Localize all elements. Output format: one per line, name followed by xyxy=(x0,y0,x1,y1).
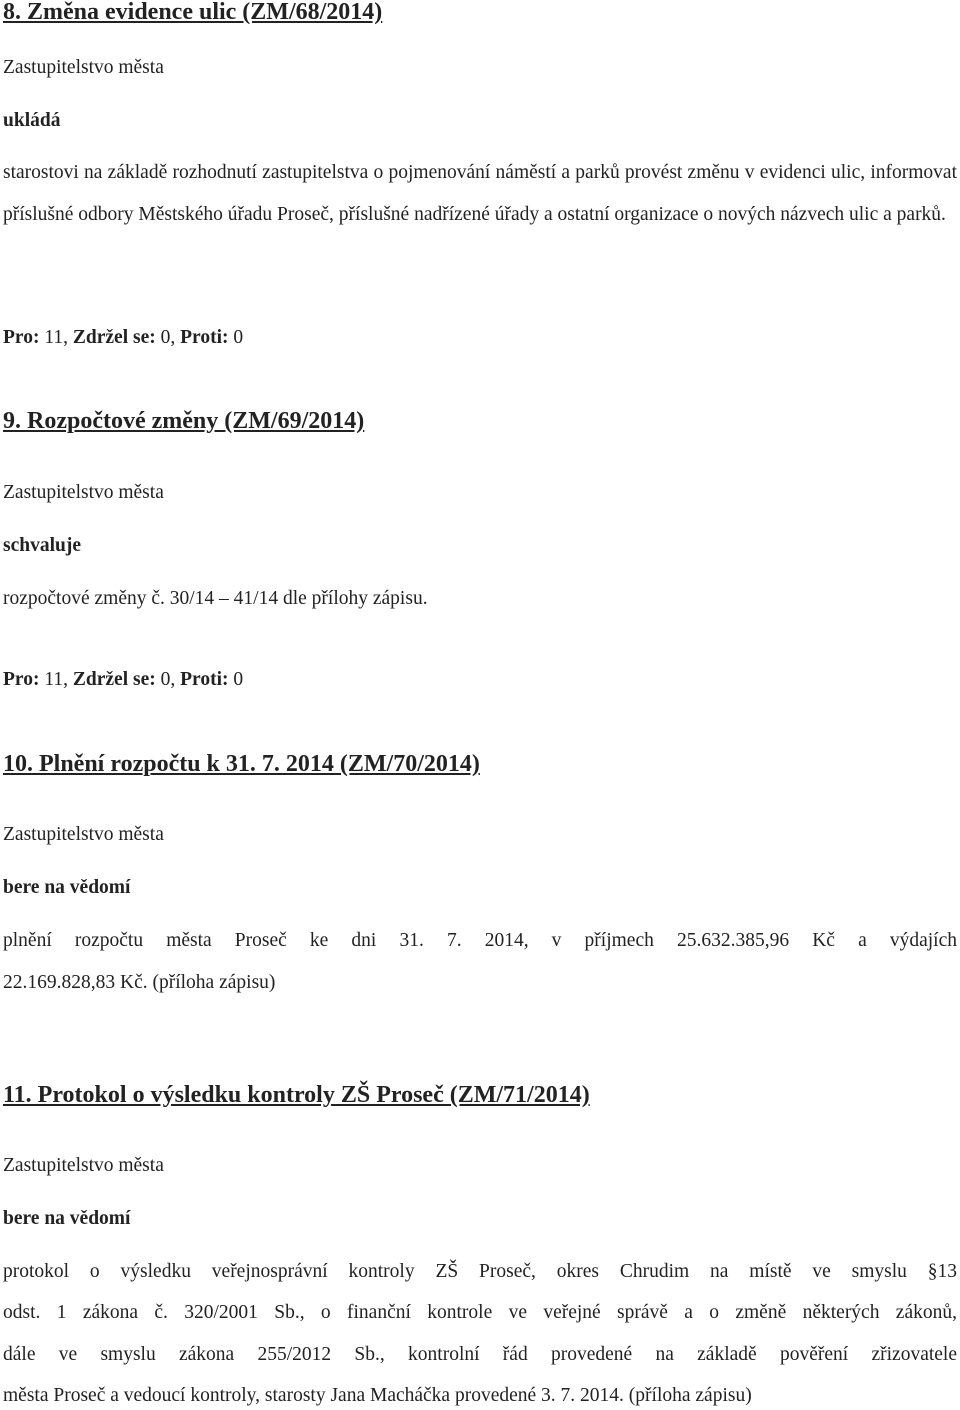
section-heading-11: 11. Protokol o výsledku kontroly ZŠ Proseč (ZM/71/2014) xyxy=(3,1082,590,1108)
resolution-text-line: města Proseč a vedoucí kontroly, starosty Jana Macháčka provedené 3. 7. 2014. (příloha zápisu) xyxy=(3,1385,752,1406)
resolution-verb: ukládá xyxy=(3,110,61,131)
resolution-text-line: plnění rozpočtu města Proseč ke dni 31. 7. 2014, v příjmech 25.632.385,96 Kč a výdajích xyxy=(3,930,957,951)
vote-result xyxy=(3,668,243,692)
vote-abstain-label: Zdržel se: xyxy=(72,327,156,348)
council-label: Zastupitelstvo města xyxy=(3,57,164,78)
vote-result xyxy=(3,326,243,350)
council-label: Zastupitelstvo města xyxy=(3,824,164,845)
vote-against-value: 0 xyxy=(228,327,244,348)
section-heading-10: 10. Plnění rozpočtu k 31. 7. 2014 (ZM/70/2014) xyxy=(3,751,480,777)
section-heading-9: 9. Rozpočtové změny (ZM/69/2014) xyxy=(3,408,365,434)
resolution-text: starostovi na základě rozhodnutí zastupitelstva o pojmenování náměstí a parků provést změnu v evidenci ulic, informovat příslušné odbory Městského úřadu Proseč, příslušné nadřízené úřady a ostatní organizace o nových názvech ulic a parků. xyxy=(3,162,957,225)
resolution-text-line: dále ve smyslu zákona 255/2012 Sb., kontrolní řád provedené na základě pověření zřizovatele xyxy=(3,1344,957,1365)
section-heading-8: 8. Změna evidence ulic (ZM/68/2014) xyxy=(3,0,383,25)
vote-abstain-label: Zdržel se: xyxy=(72,669,156,690)
vote-against-value: 0 xyxy=(228,669,244,690)
vote-abstain-value: 0, xyxy=(155,669,181,690)
vote-pro-label: Pro: xyxy=(3,669,40,690)
resolution-text-line: 22.169.828,83 Kč. (příloha zápisu) xyxy=(3,972,276,993)
council-label: Zastupitelstvo města xyxy=(3,482,164,503)
resolution-text-line: odst. 1 zákona č. 320/2001 Sb., o finanční kontrole ve veřejné správě a o změně některých zákonů, xyxy=(3,1302,957,1323)
vote-against-label: Proti: xyxy=(180,327,229,348)
vote-pro-label: Pro: xyxy=(3,327,40,348)
resolution-verb: bere na vědomí xyxy=(3,1208,131,1229)
resolution-verb: bere na vědomí xyxy=(3,877,131,898)
vote-abstain-value: 0, xyxy=(155,327,181,348)
resolution-verb: schvaluje xyxy=(3,535,81,556)
resolution-text-line: protokol o výsledku veřejnosprávní kontroly ZŠ Proseč, okres Chrudim na místě ve smyslu §13 xyxy=(3,1261,957,1282)
resolution-text: rozpočtové změny č. 30/14 – 41/14 dle přílohy zápisu. xyxy=(3,588,428,609)
council-label: Zastupitelstvo města xyxy=(3,1155,164,1176)
vote-against-label: Proti: xyxy=(180,669,229,690)
vote-pro-value: 11, xyxy=(39,327,73,348)
vote-pro-value: 11, xyxy=(39,669,73,690)
